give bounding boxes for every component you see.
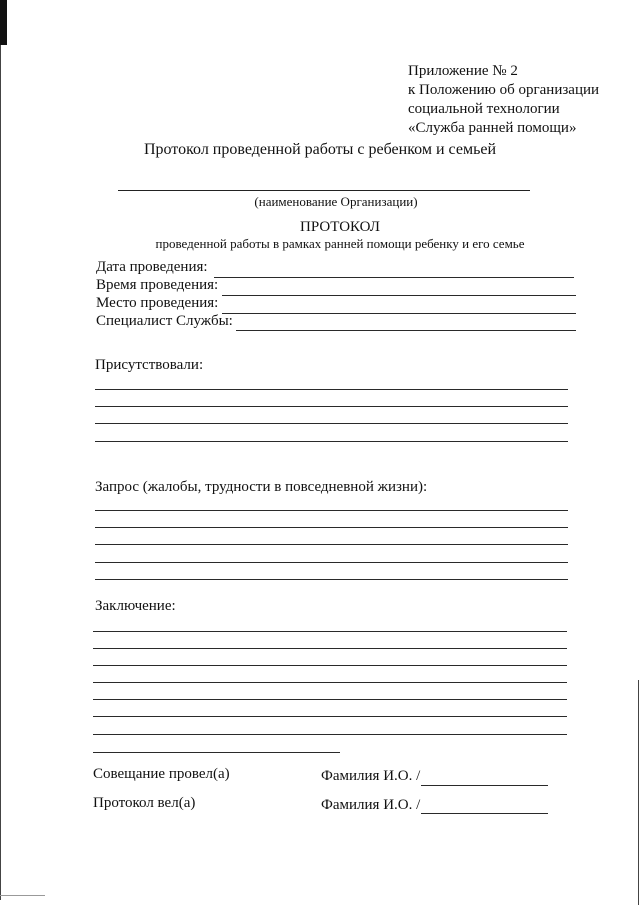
appendix-line: «Служба ранней помощи» xyxy=(408,120,577,136)
specialist-field-label: Специалист Службы: xyxy=(96,313,233,329)
scan-edge-artifact xyxy=(0,0,7,45)
scan-edge-artifact xyxy=(0,45,1,900)
protocol-keeper-label: Протокол вел(а) xyxy=(93,795,196,811)
conclusion-line[interactable] xyxy=(93,752,340,753)
attendees-line[interactable] xyxy=(95,441,568,442)
conclusion-line[interactable] xyxy=(93,699,567,700)
appendix-line: социальной технологии xyxy=(408,101,560,117)
appendix-line: к Положению об организации xyxy=(408,82,600,98)
attendees-line[interactable] xyxy=(95,423,568,424)
place-field[interactable] xyxy=(222,313,576,314)
attendees-line[interactable] xyxy=(95,389,568,390)
appendix-header xyxy=(408,62,599,138)
organization-caption: (наименование Организации) xyxy=(254,194,418,209)
protocol-keeper-name-label: Фамилия И.О. / xyxy=(321,797,421,813)
request-section-title: Запрос (жалобы, трудности в повседневной жизни): xyxy=(95,479,428,495)
meeting-host-name-label: Фамилия И.О. / xyxy=(321,768,421,784)
conclusion-section-title: Заключение: xyxy=(95,598,176,614)
conclusion-line[interactable] xyxy=(93,734,567,735)
protocol-keeper-name-field[interactable] xyxy=(421,813,548,814)
conclusion-line[interactable] xyxy=(93,665,567,666)
organization-name-field[interactable] xyxy=(118,190,530,191)
meeting-host-label: Совещание провел(а) xyxy=(93,766,230,782)
time-field[interactable] xyxy=(222,295,576,296)
protocol-heading: ПРОТОКОЛ xyxy=(300,219,380,235)
protocol-subheading: проведенной работы в рамках ранней помощи ребенку и его семье xyxy=(155,236,525,251)
meeting-host-name-field[interactable] xyxy=(421,785,548,786)
request-line[interactable] xyxy=(95,510,568,511)
conclusion-line[interactable] xyxy=(93,648,567,649)
attendees-line[interactable] xyxy=(95,406,568,407)
request-line[interactable] xyxy=(95,562,568,563)
conclusion-line[interactable] xyxy=(93,631,567,632)
request-line[interactable] xyxy=(95,579,568,580)
date-field-label: Дата проведения: xyxy=(96,259,208,275)
attendees-section-title: Присутствовали: xyxy=(95,357,204,373)
request-line[interactable] xyxy=(95,527,568,528)
request-line[interactable] xyxy=(95,544,568,545)
conclusion-line[interactable] xyxy=(93,682,567,683)
scan-edge-artifact xyxy=(0,895,45,896)
document-title: Протокол проведенной работы с ребенком и семьей xyxy=(143,141,497,158)
date-field[interactable] xyxy=(214,277,574,278)
appendix-line: Приложение № 2 xyxy=(408,63,518,79)
place-field-label: Место проведения: xyxy=(96,295,219,311)
specialist-field[interactable] xyxy=(236,330,576,331)
scan-edge-artifact xyxy=(638,680,639,905)
conclusion-line[interactable] xyxy=(93,716,567,717)
time-field-label: Время проведения: xyxy=(96,277,219,293)
